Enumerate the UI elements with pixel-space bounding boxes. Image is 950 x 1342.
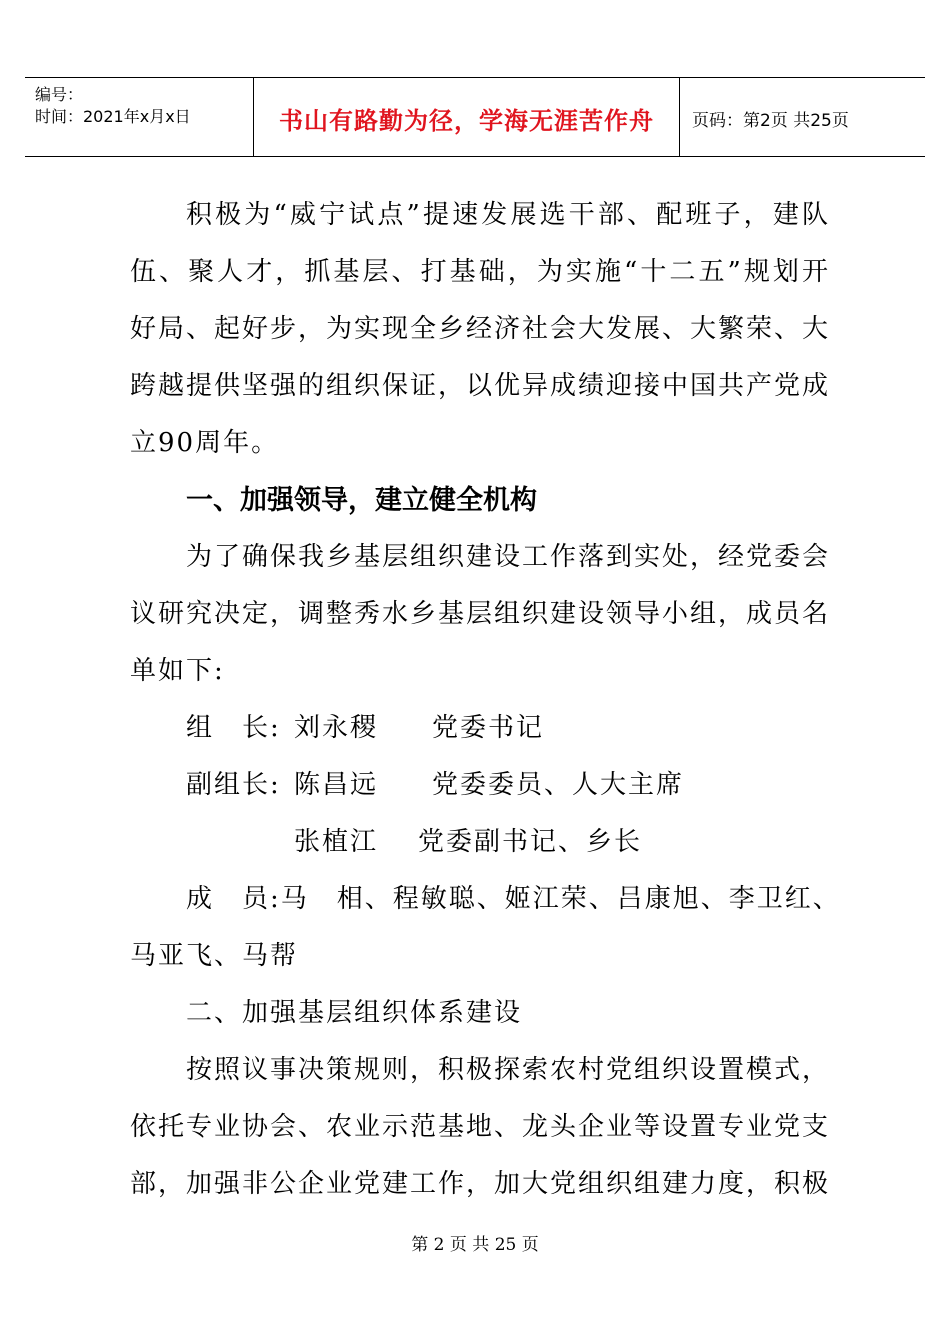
header-page-code: 页码：第2页 共25页	[692, 111, 849, 131]
document-date: 时间：2021年x月x日	[35, 107, 191, 126]
header-meta-cell	[25, 78, 254, 156]
page-header	[25, 77, 925, 157]
deputy-label: 副组长:	[186, 770, 281, 800]
header-motto-cell	[254, 78, 680, 156]
header-motto: 书山有路勤为径，学海无涯苦作舟	[279, 107, 654, 135]
deputy-1-name: 陈昌远	[294, 770, 379, 800]
leader-row	[130, 700, 830, 757]
page-footer: 第 2 页 共 25 页	[411, 1235, 539, 1255]
paragraph-organization: 按照议事决策规则，积极探索农村党组织设置模式，依托专业协会、农业示范基地、龙头企业等设置专业党支部，加强非公企业党建工作，加大党组织组建力度，积极	[130, 1055, 831, 1199]
document-body	[130, 187, 841, 1213]
members-row-2	[130, 928, 830, 985]
intro-paragraph: 积极为“威宁试点”提速发展选干部、配班子，建队伍、聚人才，抓基层、打基础，为实施“十二五”规划开好局、起好步，为实现全乡经济社会大发展、大繁荣、大跨越提供坚强的组织保证，以优异成绩迎接中国共产党成立90周年。	[130, 200, 831, 458]
leader-name: 刘永稷	[294, 713, 379, 743]
document-code-label: 编号：	[35, 85, 84, 104]
deputy-2-name: 张植江	[294, 827, 379, 857]
members-row-1	[130, 871, 841, 928]
deputy-1-title: 党委委员、人大主席	[432, 770, 685, 800]
section-heading-1: 一、加强领导，建立健全机构	[186, 485, 537, 516]
deputy-row-2	[130, 814, 830, 871]
members-line-1: 成 员:马 相、程敏聪、姬江荣、吕康旭、李卫红、	[186, 884, 841, 914]
deputy-2-title: 党委副书记、乡长	[418, 827, 643, 857]
leader-label: 组 长:	[186, 713, 281, 743]
leader-title: 党委书记	[432, 713, 545, 743]
section-heading-2: 二、加强基层组织体系建设	[186, 998, 523, 1028]
members-line-2: 马亚飞、马帮	[130, 941, 299, 971]
paragraph-leadership: 为了确保我乡基层组织建设工作落到实处，经党委会议研究决定，调整秀水乡基层组织建设领导小组，成员名单如下:	[130, 542, 831, 686]
deputy-row-1	[130, 757, 830, 814]
header-page-cell	[680, 78, 925, 156]
